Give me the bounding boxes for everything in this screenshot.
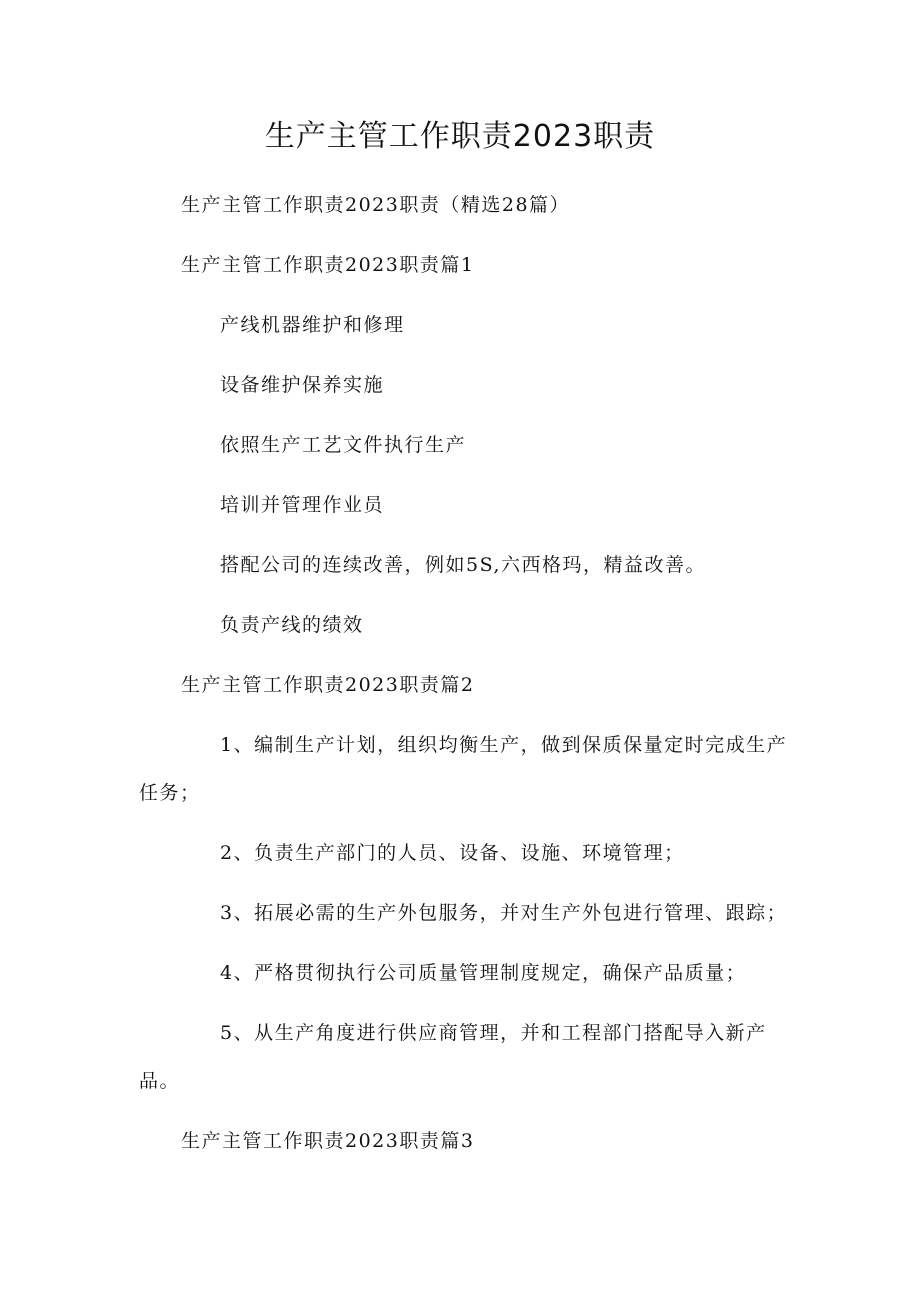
- list-item-continuation: 任务；: [139, 782, 201, 804]
- list-item: 1、编制生产计划，组织均衡生产，做到保质保量定时完成生产: [220, 734, 788, 756]
- list-item: 产线机器维护和修理: [220, 314, 405, 336]
- section-heading: 生产主管工作职责2023职责篇1: [181, 254, 475, 276]
- list-item: 3、拓展必需的生产外包服务，并对生产外包进行管理、跟踪；: [220, 902, 788, 924]
- list-item: 2、负责生产部门的人员、设备、设施、环境管理；: [220, 842, 685, 864]
- list-item: 搭配公司的连续改善，例如5S,六西格玛，精益改善。: [220, 554, 706, 576]
- section-heading: 生产主管工作职责2023职责篇2: [181, 674, 475, 696]
- list-item: 5、从生产角度进行供应商管理，并和工程部门搭配导入新产: [220, 1022, 767, 1044]
- list-item: 设备维护保养实施: [220, 374, 385, 396]
- document-subtitle: 生产主管工作职责2023职责（精选28篇）: [181, 194, 571, 216]
- list-item-continuation: 品。: [139, 1070, 181, 1092]
- section-heading: 生产主管工作职责2023职责篇3: [181, 1130, 475, 1152]
- document-title: 生产主管工作职责2023职责: [264, 119, 656, 154]
- list-item: 4、严格贯彻执行公司质量管理制度规定，确保产品质量；: [220, 962, 747, 984]
- list-item: 依照生产工艺文件执行生产: [220, 434, 467, 456]
- list-item: 负责产线的绩效: [220, 614, 364, 636]
- list-item: 培训并管理作业员: [220, 494, 385, 516]
